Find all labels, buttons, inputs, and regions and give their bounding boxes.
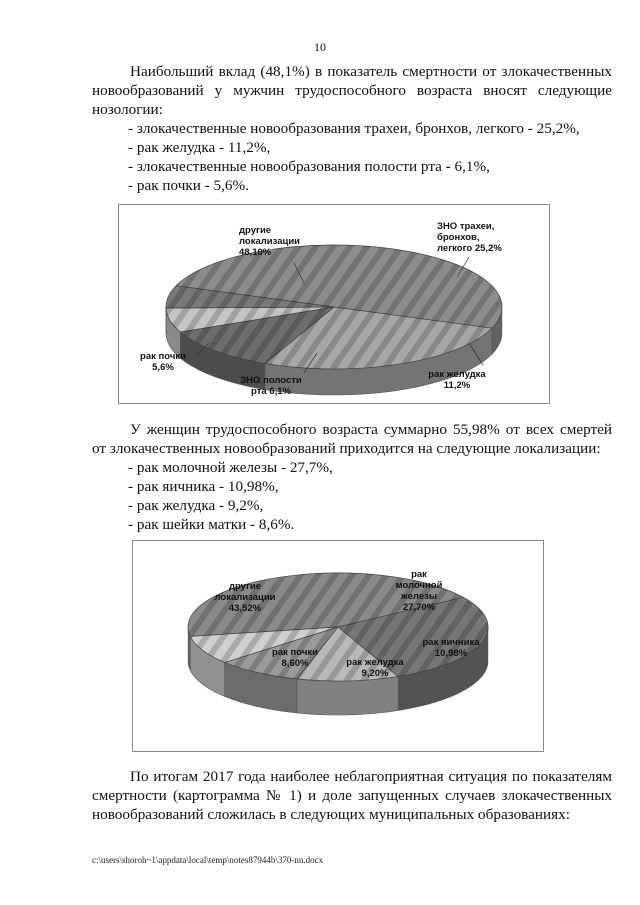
slice-label: рак яичника 10,98% — [422, 637, 480, 659]
list-women — [128, 458, 333, 534]
list-item: - рак желудка - 11,2%, — [128, 139, 271, 156]
paragraph-municipal-text: По итогам 2017 года наиболее неблагоприятная ситуация по показателям смертности (картограмма № 1) и доле запущенных случаев злокачественных новообразований сложилась в следующих муниципальных образованиях: — [92, 768, 612, 823]
page-number: 10 — [314, 40, 326, 54]
list-item: - рак почки - 5,6%. — [128, 177, 249, 194]
paragraph-men — [92, 62, 612, 119]
paragraph-women — [92, 420, 612, 458]
slice-label: рак почки 5,6% — [140, 351, 186, 373]
slice-label: другие локализации 43,52% — [214, 581, 276, 614]
slice-label: ЗНО трахеи, бронхов, легкого 25,2% — [437, 221, 502, 254]
chart-women — [132, 540, 544, 752]
slice-label: ЗНО полости рта 6,1% — [240, 375, 302, 397]
pie-chart-men — [119, 205, 549, 403]
list-item: - рак желудка - 9,2%, — [128, 497, 264, 514]
pie-chart-women — [133, 541, 543, 751]
paragraph-municipal — [92, 767, 612, 824]
list-item: - рак яичника - 10,98%, — [128, 478, 279, 495]
slice-label: рак почки 8,60% — [272, 647, 318, 669]
list-men — [128, 119, 580, 195]
chart-men — [118, 204, 550, 404]
pie-texture — [166, 245, 502, 369]
slice-label: другие локализации 48,10% — [239, 225, 301, 258]
slice-label: рак молочной железы 27,70% — [395, 569, 443, 613]
list-item: - злокачественные новообразования трахеи, бронхов, легкого - 25,2%, — [128, 120, 580, 137]
slice-label: рак желудка 9,20% — [346, 657, 404, 679]
footer-file-path: c:\users\shoroh~1\appdata\local\temp\notes87944b\370-nn.docx — [92, 855, 324, 865]
paragraph-women-text: У женщин трудоспособного возраста суммарно 55,98% от всех смертей от злокачественных новообразований приходится на следующие локализации: — [92, 421, 612, 457]
slice-label: рак желудка 11,2% — [428, 369, 486, 391]
list-item: - злокачественные новообразования полости рта - 6,1%, — [128, 158, 490, 175]
list-item: - рак шейки матки - 8,6%. — [128, 516, 295, 533]
paragraph-men-text: Наибольший вклад (48,1%) в показатель смертности от злокачественных новообразований у мужчин трудоспособного возраста вносят следующие нозологии: — [92, 63, 612, 118]
pie-slice-side — [297, 677, 398, 716]
list-item: - рак молочной железы - 27,7%, — [128, 459, 333, 476]
